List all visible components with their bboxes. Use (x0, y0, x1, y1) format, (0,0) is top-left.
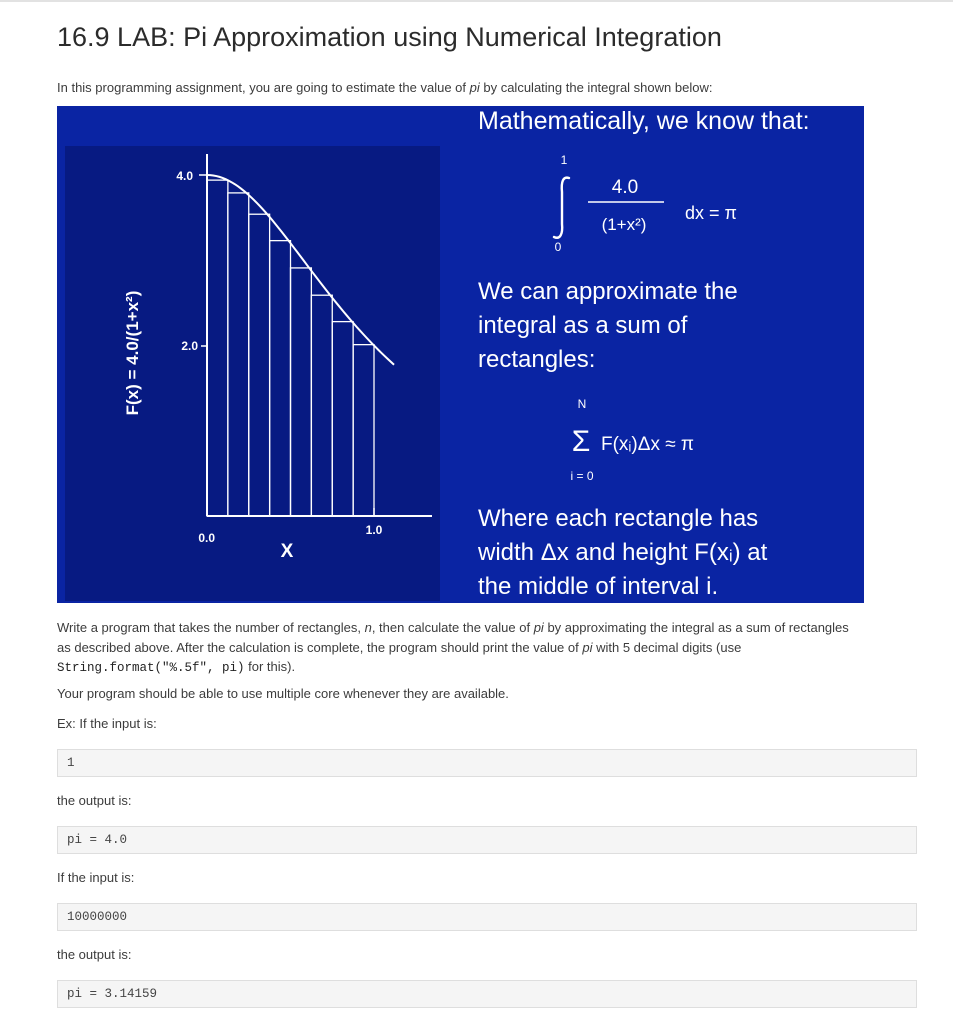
rectangle-bar-2 (228, 193, 249, 516)
where-line-1: Where each rectangle has (478, 505, 759, 532)
integral-figure (57, 106, 864, 603)
sum-lower: i = 0 (570, 469, 594, 483)
approx-line-2: integral as a sum of (478, 312, 688, 339)
intro-text-b: by calculating the integral shown below: (479, 80, 713, 95)
figure-heading: Mathematically, we know that: (478, 107, 810, 135)
rectangle-bar-4 (270, 241, 291, 516)
rectangle-bar-5 (291, 268, 312, 516)
instr-text-a: Write a program that takes the number of rectangles, (57, 620, 365, 635)
approx-line-3: rectangles: (478, 346, 596, 373)
output-label-1: the output is: (57, 793, 132, 808)
rectangle-bar-1 (207, 180, 228, 516)
example-intro: Ex: If the input is: (57, 716, 157, 731)
instr-text-f: for this). (244, 659, 296, 674)
instr-text-e: with 5 decimal digits (use (592, 639, 742, 655)
integral-lower: 0 (554, 240, 562, 254)
where-line-3: the middle of interval i. (478, 573, 719, 600)
multicore-paragraph: Your program should be able to use multiple core whenever they are available. (57, 686, 509, 701)
sum-expression: F(xᵢ)Δx ≈ π (601, 434, 695, 455)
input-label-2: If the input is: (57, 870, 135, 885)
approx-line-1: We can approximate the (478, 278, 738, 305)
intro-pi: pi (469, 80, 480, 95)
function-curve (207, 175, 394, 365)
rectangle-bar-6 (311, 295, 332, 516)
rectangle-bar-7 (332, 322, 353, 516)
instr-n: n (364, 620, 372, 635)
integral-numerator: 4.0 (611, 177, 639, 198)
rectangle-bar-8 (353, 345, 374, 516)
integral-rhs: dx = π (685, 203, 737, 223)
format-code: String.format("%.5f", pi) (57, 661, 245, 675)
x-tick-1: 1.0 (365, 523, 383, 537)
where-line-2: width Δx and height F(xᵢ) at (478, 539, 768, 566)
instr-text-c: by approximating the integral as a sum of rectangles (543, 620, 849, 635)
y-tick-4: 4.0 (176, 169, 193, 183)
rectangles-plot-svg (65, 146, 440, 601)
output-label-2: the output is: (57, 947, 132, 962)
intro-paragraph (57, 78, 712, 98)
instr-pi-2: pi (582, 639, 593, 655)
integral-upper: 1 (560, 153, 568, 167)
example-2-output: pi = 3.14159 (57, 980, 917, 1008)
plot-xlabel: X (280, 541, 294, 562)
y-tick-2: 2.0 (181, 339, 198, 353)
example-1-output: pi = 4.0 (57, 826, 917, 854)
example-1-input: 1 (57, 749, 917, 777)
instr-text-d: as described above. After the calculation is complete, the program should print the value of (57, 639, 583, 655)
instructions-paragraph (57, 618, 927, 679)
formula-panel (452, 106, 864, 603)
sum-symbol: Σ (571, 425, 591, 458)
rectangle-bar-3 (249, 214, 270, 516)
intro-text-a: In this programming assignment, you are going to estimate the value of (57, 80, 470, 95)
rectangles-plot (65, 146, 440, 601)
top-divider (0, 0, 953, 2)
integral-denominator: (1+x²) (601, 215, 647, 234)
y-tick-0: 0.0 (198, 531, 215, 545)
instr-text-b: , then calculate the value of (371, 620, 534, 635)
sum-upper: N (577, 397, 587, 411)
integral-sign (554, 178, 569, 238)
page-title: 16.9 LAB: Pi Approximation using Numerical Integration (57, 22, 722, 52)
rectangle-bars (207, 180, 374, 516)
instr-pi-1: pi (533, 620, 544, 635)
plot-ylabel: F(x) = 4.0/(1+x²) (123, 290, 142, 416)
example-2-input: 10000000 (57, 903, 917, 931)
